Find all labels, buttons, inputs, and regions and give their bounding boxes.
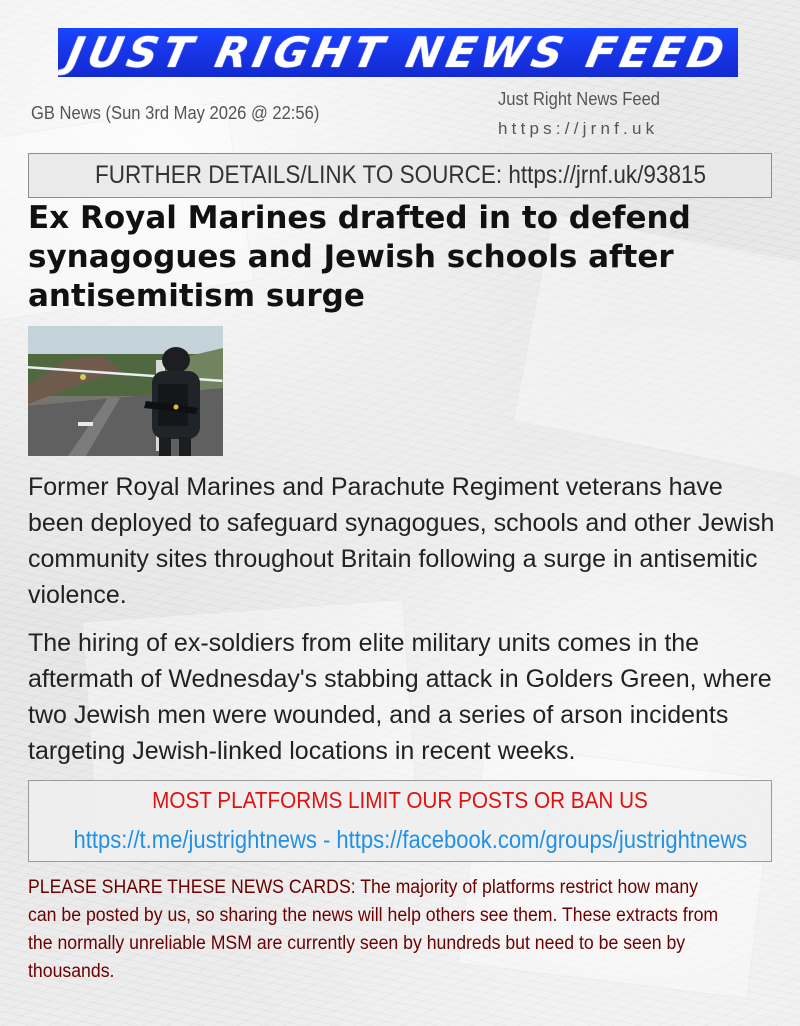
site-name: Just Right News Feed xyxy=(498,89,660,109)
banner-title: JUST RIGHT NEWS FEED xyxy=(62,28,734,77)
article-paragraph-1: Former Royal Marines and Parachute Regiment veterans have been deployed to safeguard synagogues, schools and other Jewish community sites throughout Britain following a surge in antisemitic violence. xyxy=(28,473,775,609)
site-url-link[interactable]: https://jrnf.uk xyxy=(498,119,659,138)
site-banner xyxy=(58,28,738,77)
source-link-box[interactable] xyxy=(28,153,772,198)
article-headline: Ex Royal Marines drafted in to defend synagogues and Jewish schools after antisemitism surge xyxy=(28,200,691,314)
platform-notice-title: MOST PLATFORMS LIMIT OUR POSTS OR BAN US xyxy=(152,787,648,813)
social-links[interactable]: https://t.me/justrightnews - https://facebook.com/groups/justrightnews xyxy=(73,826,748,854)
source-date: GB News (Sun 3rd May 2026 @ 22:56) xyxy=(31,103,320,123)
platform-notice-box xyxy=(28,780,772,862)
article-photo xyxy=(28,326,223,456)
article-paragraph-2: The hiring of ex-soldiers from elite military units comes in the aftermath of Wednesday's stabbing attack in Golders Green, where two Jewish men were wounded, and a series of arson incidents targeting Jewish-linked locations in recent weeks. xyxy=(28,629,772,765)
share-message: PLEASE SHARE THESE NEWS CARDS: The majority of platforms restrict how many can be posted by us, so sharing the news will help others see them. These extracts from the normally unreliable MSM are currently seen by hundreds but need to be seen by thousands. xyxy=(28,877,719,982)
source-link-text[interactable]: FURTHER DETAILS/LINK TO SOURCE: https://jrnf.uk/93815 xyxy=(94,161,706,189)
site-meta xyxy=(498,87,738,139)
